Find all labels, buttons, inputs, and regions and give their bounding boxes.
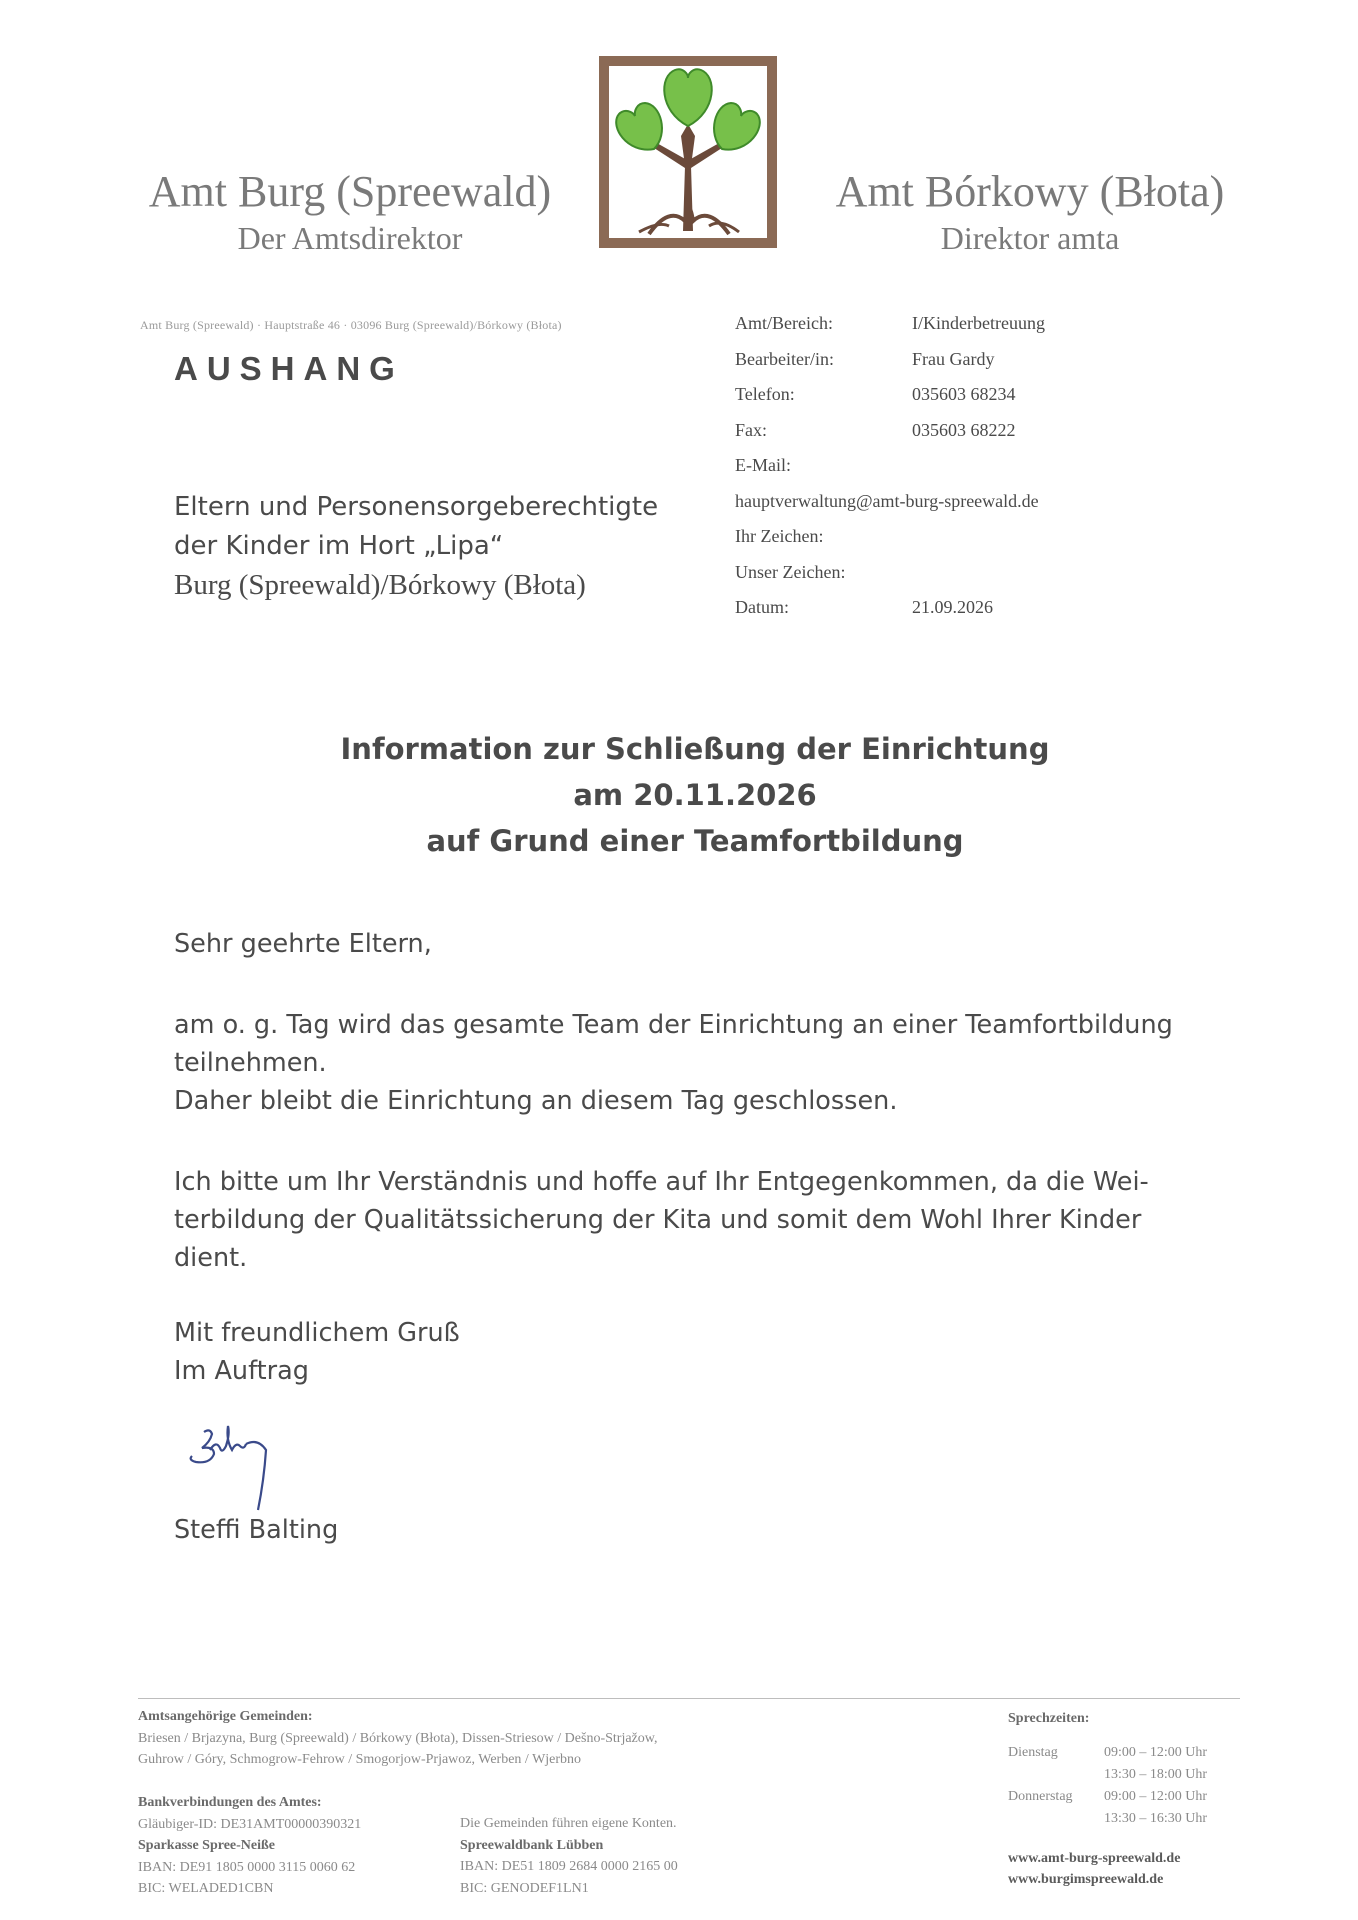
info-label: Bearbeiter/in:	[735, 348, 834, 369]
recipient-line-2: der Kinder im Hort „Lipa“	[174, 531, 504, 561]
sender-line: Amt Burg (Spreewald) · Hauptstraße 46 · 03096 Burg (Spreewald)/Bórkowy (Błota)	[140, 318, 562, 332]
hours-row	[1008, 1786, 1207, 1808]
info-label: Amt/Bereich:	[735, 313, 833, 333]
paragraph-line: terbildung der Qualitätssicherung der Kita und somit dem Wohl Ihrer Kinder	[174, 1205, 1142, 1235]
info-value: Frau Gardy	[912, 348, 995, 369]
info-value: I/Kinderbetreuung	[912, 313, 1045, 333]
document-type: AUSHANG	[174, 350, 404, 387]
title-line-1: Information zur Schließung der Einrichtung	[340, 732, 1050, 766]
salutation: Sehr geehrte Eltern,	[174, 929, 432, 959]
recipient-line-1: Eltern und Personensorgeberechtigte	[174, 492, 659, 522]
footer-text: Gläubiger-ID: DE31AMT00000390321	[138, 1816, 362, 1832]
closing-im-auftrag: Im Auftrag	[174, 1356, 309, 1386]
footer-divider	[138, 1698, 1240, 1699]
footer-text: Guhrow / Góry, Schmogrow-Fehrow / Smogorjow-Prjawoz, Werben / Wjerbno	[138, 1752, 582, 1767]
office-name-german: Amt Burg (Spreewald)	[148, 167, 552, 216]
footer-gemeinden	[138, 1706, 657, 1771]
paragraph-2	[174, 1163, 1214, 1277]
office-name-sorbian: Amt Bórkowy (Błota)	[835, 167, 1225, 216]
bank-name: Spreewaldbank Lübben	[460, 1837, 604, 1853]
website-link-burg[interactable]: www.burgimspreewald.de	[1008, 1872, 1164, 1887]
notice-title	[200, 726, 1190, 864]
tree-logo	[599, 56, 777, 248]
hours-day-empty	[1008, 1764, 1104, 1786]
website-link-amt[interactable]: www.amt-burg-spreewald.de	[1008, 1850, 1181, 1866]
paragraph-line: teilnehmen.	[174, 1048, 327, 1078]
hours-day-empty	[1008, 1808, 1104, 1830]
info-label: Ihr Zeichen:	[735, 526, 824, 546]
footer-bank-right	[460, 1813, 678, 1899]
footer-bank-left	[138, 1792, 361, 1900]
footer-sprechzeiten	[1008, 1708, 1207, 1891]
closing-greeting: Mit freundlichem Gruß	[174, 1318, 460, 1348]
footer-text: Die Gemeinden führen eigene Konten.	[460, 1816, 677, 1831]
handwritten-signature	[174, 1420, 314, 1520]
paragraph-1	[174, 1006, 1214, 1120]
header-right	[820, 166, 1240, 258]
hours-time: 13:30 – 16:30 Uhr	[1104, 1810, 1208, 1826]
office-subtitle-german: Der Amtsdirektor	[237, 220, 463, 256]
hours-day: Dienstag	[1008, 1744, 1058, 1760]
info-label: E-Mail:	[735, 455, 791, 475]
bank-iban: IBAN: DE91 1805 0000 3115 0060 62	[138, 1859, 356, 1875]
bank-bic: BIC: GENODEF1LN1	[460, 1880, 589, 1896]
recipient-line-3: Burg (Spreewald)/Bórkowy (Błota)	[174, 569, 586, 601]
info-label: Telefon:	[735, 384, 795, 404]
hours-day: Donnerstag	[1008, 1788, 1073, 1804]
paragraph-line: dient.	[174, 1243, 248, 1273]
closing	[174, 1314, 1214, 1390]
paragraph-line: Daher bleibt die Einrichtung an diesem Tag geschlossen.	[174, 1086, 898, 1116]
header-left	[120, 166, 580, 258]
recipient-address	[174, 488, 658, 605]
bank-name: Sparkasse Spree-Neiße	[138, 1838, 276, 1853]
hours-row	[1008, 1742, 1207, 1764]
bank-iban: IBAN: DE51 1809 2684 0000 2165 00	[460, 1859, 678, 1874]
hours-time: 13:30 – 18:00 Uhr	[1104, 1766, 1208, 1782]
paragraph-line: Ich bitte um Ihr Verständnis und hoffe auf Ihr Entgegenkommen, da die Wei-	[174, 1167, 1149, 1197]
hours-time: 09:00 – 12:00 Uhr	[1104, 1744, 1208, 1760]
hours-row	[1008, 1808, 1207, 1830]
office-hours-table	[1008, 1742, 1207, 1830]
footer-heading: Sprechzeiten:	[1008, 1711, 1090, 1726]
hours-time: 09:00 – 12:00 Uhr	[1104, 1788, 1208, 1804]
hours-row	[1008, 1764, 1207, 1786]
footer-text: Briesen / Brjazyna, Burg (Spreewald) / Bórkowy (Błota), Dissen-Striesow / Dešno-Strjažow,	[138, 1730, 658, 1746]
title-line-3: auf Grund einer Teamfortbildung	[426, 824, 964, 858]
info-label: Datum:	[735, 597, 789, 617]
info-value: 035603 68222	[912, 419, 1016, 440]
info-label: Fax:	[735, 419, 768, 440]
info-value: 035603 68234	[912, 384, 1016, 404]
office-subtitle-sorbian: Direktor amta	[940, 220, 1120, 256]
title-line-2: am 20.11.2026	[573, 778, 817, 812]
footer-heading: Bankverbindungen des Amtes:	[138, 1795, 322, 1810]
email-address: hauptverwaltung@amt-burg-spreewald.de	[735, 490, 1039, 511]
info-label: Unser Zeichen:	[735, 561, 846, 582]
footer-heading: Amtsangehörige Gemeinden:	[138, 1709, 313, 1724]
signer-name: Steffi Balting	[174, 1515, 339, 1545]
bank-bic: BIC: WELADED1CBN	[138, 1881, 274, 1896]
info-value: 21.09.2026	[912, 597, 993, 617]
paragraph-line: am o. g. Tag wird das gesamte Team der Einrichtung an einer Teamfortbildung	[174, 1010, 1173, 1040]
